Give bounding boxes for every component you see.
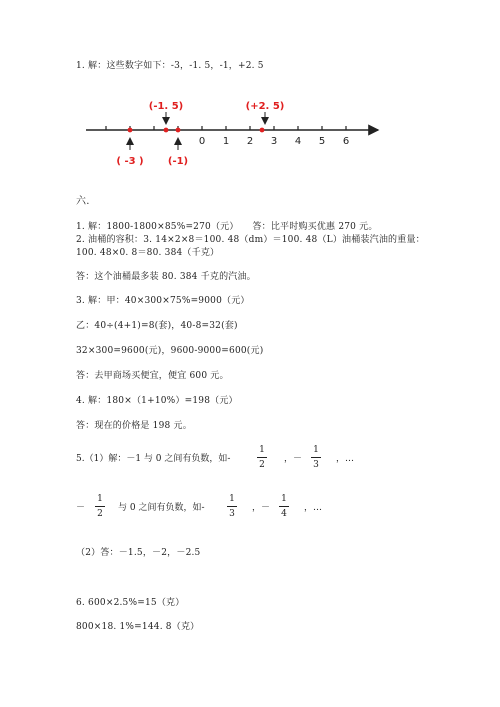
q5-1-prefix: 5.（1）解：－1 与 0 之间有负数，如-: [76, 454, 231, 464]
fraction-1-4: [278, 494, 290, 519]
q5-part2-answer: （2）答：－1.5，－2，－2.5: [76, 548, 201, 558]
number-line-tick-label: 5: [318, 136, 326, 147]
fraction-numerator: 1: [259, 445, 265, 455]
fraction-1-3: [310, 445, 322, 470]
number-line-point: [164, 128, 169, 133]
q6-3-line1: 3. 解：甲：40×300×75%=9000（元）: [76, 296, 250, 306]
number-line-point: [260, 128, 265, 133]
number-line-tick-label: 4: [294, 136, 302, 147]
fraction-numerator: 1: [313, 445, 319, 455]
q6-3-line2: 乙：40÷(4+1)=8(套)，40-8=32(套): [76, 321, 238, 331]
q6-1-answer: 1. 解：1800-1800×85%=270（元） 答：比平时购买优惠 270 元。: [76, 222, 378, 232]
q6-6-line1: 6. 600×2.5%=15（克）: [76, 598, 185, 608]
fraction-denominator: 3: [229, 509, 235, 519]
q5-2-separator: ，－: [252, 503, 271, 513]
fraction-bar: [311, 457, 321, 458]
fraction-denominator: 3: [313, 460, 319, 470]
fraction-1-2: [256, 445, 268, 470]
fraction-denominator: 2: [97, 509, 103, 519]
fraction-bar: [279, 506, 289, 507]
label-pos-2-5: (+2. 5): [245, 101, 285, 112]
fraction-bar: [95, 506, 105, 507]
number-line-point: [128, 128, 133, 133]
fraction-1-2-b: [94, 494, 106, 519]
q1-answer: 1. 解：这些数字如下：-3，-1. 5，-1，+2. 5: [76, 61, 264, 71]
number-line-tick-label: 1: [222, 136, 230, 147]
q6-6-line2: 800×18. 1%=144. 8（克）: [76, 622, 200, 632]
number-line-tick-label: 3: [270, 136, 278, 147]
label-neg-3: ( -3 ): [116, 156, 144, 167]
q6-2-line1: 2. 油桶的容积：3. 14×2×8＝100. 48（dm）＝100. 48（L）油桶装汽油的重量：: [76, 235, 425, 245]
fraction-denominator: 4: [281, 509, 287, 519]
fraction-bar: [257, 457, 267, 458]
number-line-figure: [80, 96, 400, 176]
q6-2-conclusion: 答：这个油桶最多装 80. 384 千克的汽油。: [76, 272, 256, 282]
fraction-denominator: 2: [259, 460, 265, 470]
label-neg-1-5: (-1. 5): [148, 101, 184, 112]
number-line-tick-label: 0: [198, 136, 206, 147]
q5-2-ellipsis: ，…: [304, 503, 323, 513]
q6-4-line1: 4. 解：180×（1+10%）=198（元）: [76, 396, 238, 406]
q6-2-line2: 100. 48×0. 8＝80. 384（千克）: [76, 248, 220, 258]
number-line-point: [176, 128, 181, 133]
fraction-1-3-b: [226, 494, 238, 519]
section-six-heading: 六.: [76, 196, 90, 207]
fraction-numerator: 1: [229, 494, 235, 504]
q5-1-ellipsis: ，…: [336, 454, 355, 464]
fraction-numerator: 1: [281, 494, 287, 504]
q5-2-prefix: －: [76, 503, 86, 513]
fraction-numerator: 1: [97, 494, 103, 504]
q6-4-conclusion: 答：现在的价格是 198 元。: [76, 421, 192, 431]
q5-1-separator: ，－: [284, 454, 303, 464]
q5-2-middle: 与 0 之间有负数，如-: [118, 503, 205, 513]
q6-3-line3: 32×300=9600(元)，9600-9000=600(元): [76, 346, 264, 356]
number-line-tick-label: 2: [246, 136, 254, 147]
label-neg-1: (-1): [167, 156, 189, 167]
number-line-tick-label: 6: [342, 136, 350, 147]
q6-3-conclusion: 答：去甲商场买便宜，便宜 600 元。: [76, 371, 229, 381]
fraction-bar: [227, 506, 237, 507]
